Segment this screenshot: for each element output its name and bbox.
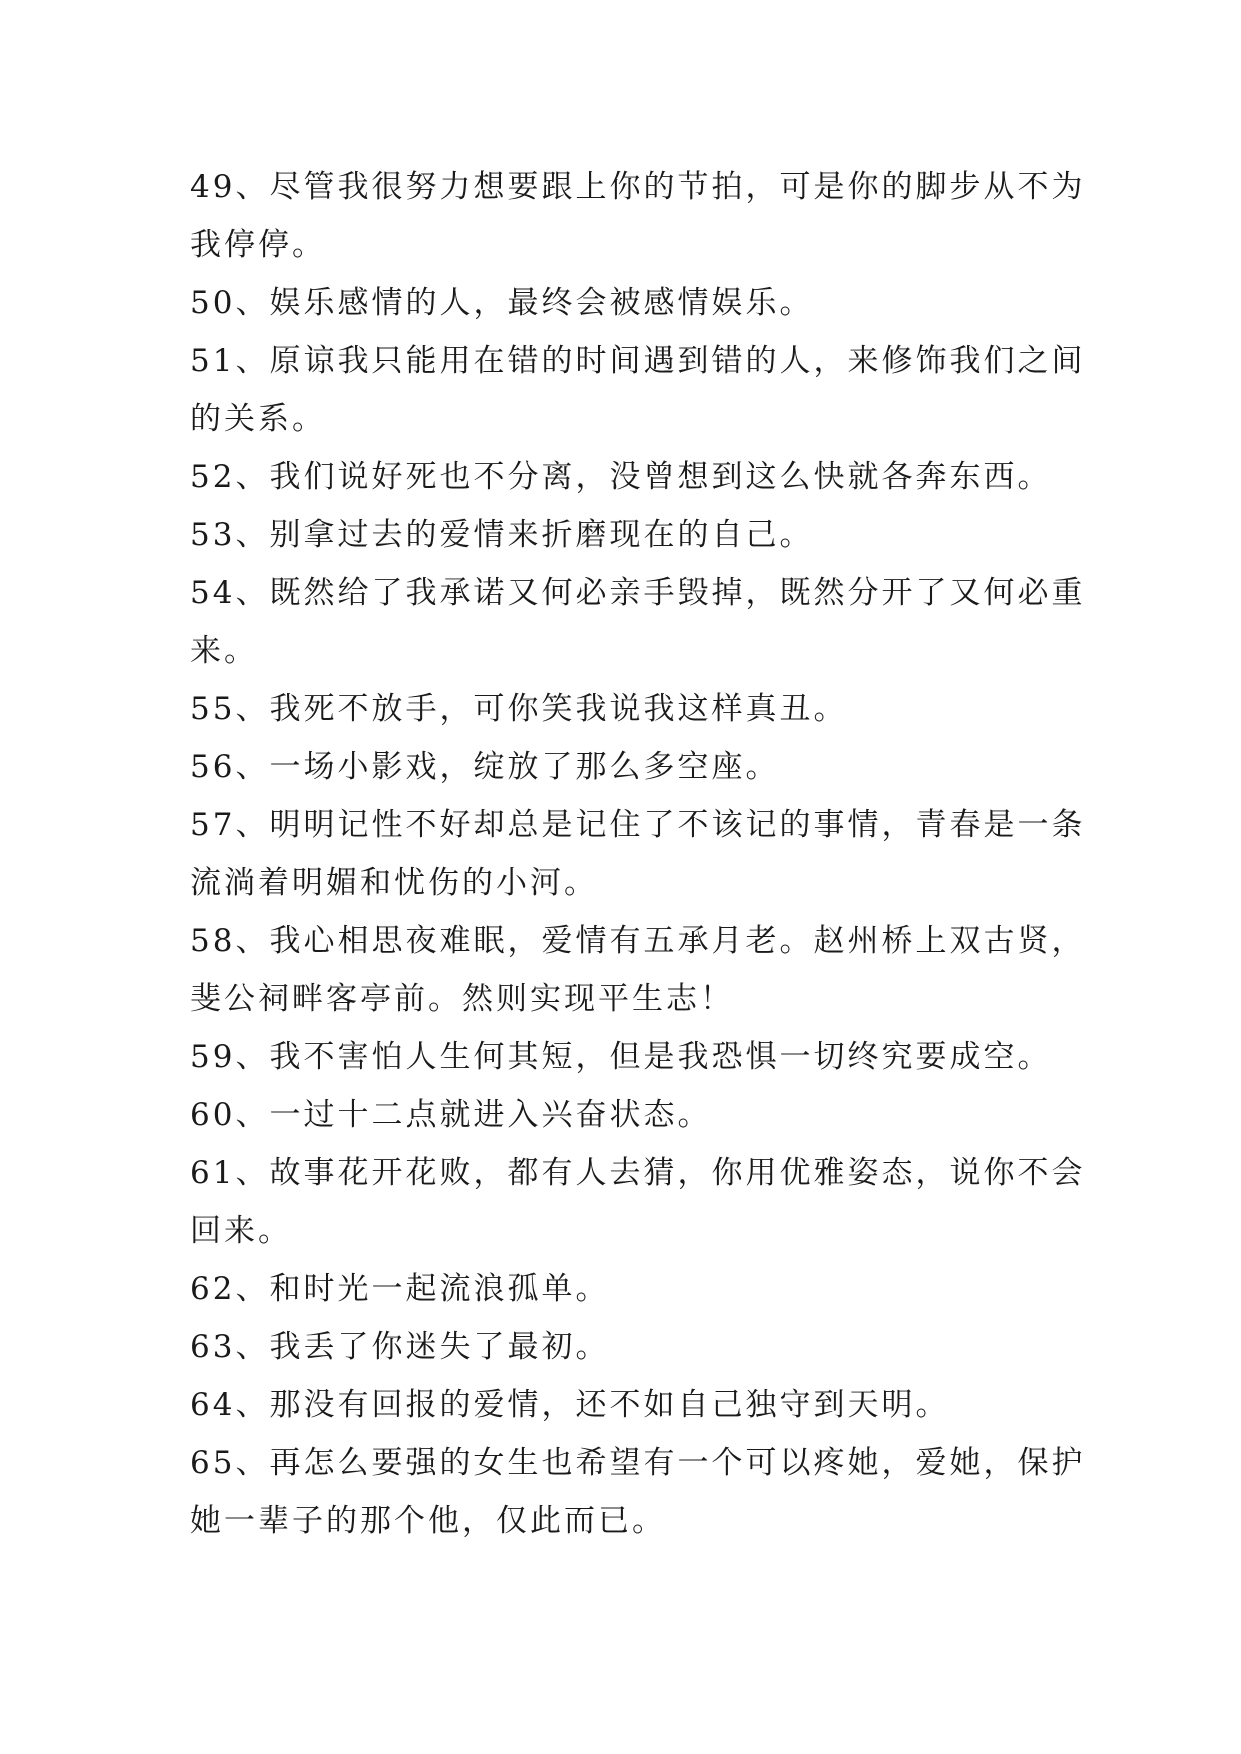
text-line: 60、一过十二点就进入兴奋状态。 [190,1097,712,1133]
text-line: 53、别拿过去的爱情来折磨现在的自己。 [190,517,814,553]
text-line: 59、我不害怕人生何其短，但是我恐惧一切终究要成空。 [190,1039,1052,1075]
text-line: 的关系。 [190,401,326,437]
text-line: 58、我心相思夜难眠，爱情有五承月老。赵州桥上双古贤， [190,923,1086,959]
text-line: 54、既然给了我承诺又何必亲手毁掉，既然分开了又何必重 [190,575,1086,611]
text-line: 55、我死不放手，可你笑我说我这样真丑。 [190,691,848,727]
text-line: 来。 [190,633,258,669]
text-line: 51、原谅我只能用在错的时间遇到错的人，来修饰我们之间 [190,343,1086,379]
text-line: 我停停。 [190,227,326,263]
text-line: 49、尽管我很努力想要跟上你的节拍，可是你的脚步从不为 [190,169,1086,205]
text-line: 65、再怎么要强的女生也希望有一个可以疼她，爱她，保护 [190,1445,1086,1481]
document-body [190,158,1086,1550]
text-line: 61、故事花开花败，都有人去猜，你用优雅姿态，说你不会 [190,1155,1086,1191]
text-line: 63、我丢了你迷失了最初。 [190,1329,610,1365]
text-line: 57、明明记性不好却总是记住了不该记的事情，青春是一条 [190,807,1086,843]
text-line: 56、一场小影戏，绽放了那么多空座。 [190,749,780,785]
text-line: 64、那没有回报的爱情，还不如自己独守到天明。 [190,1387,950,1423]
text-line: 52、我们说好死也不分离，没曾想到这么快就各奔东西。 [190,459,1052,495]
text-line: 斐公祠畔客亭前。然则实现平生志！ [190,981,734,1017]
text-line: 回来。 [190,1213,292,1249]
text-line: 流淌着明媚和忧伤的小河。 [190,865,598,901]
text-line: 62、和时光一起流浪孤单。 [190,1271,610,1307]
text-line: 她一辈子的那个他，仅此而已。 [190,1503,666,1539]
text-line: 50、娱乐感情的人，最终会被感情娱乐。 [190,285,814,321]
